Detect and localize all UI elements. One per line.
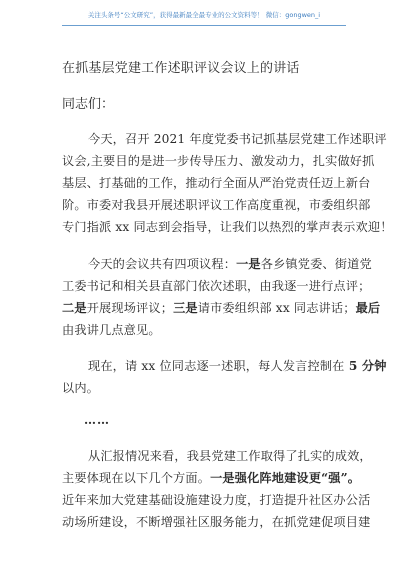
results-text: 主要体现在以下几个方面。	[62, 471, 211, 485]
paragraph-line: 工委书记和相关县直部门依次述职，由我逐一进行点评；	[62, 279, 371, 293]
time-limit: 5 分钟	[344, 359, 387, 373]
salutation: 同志们：	[62, 97, 115, 112]
instruction-text: 现在，请 xx 位同志逐一述职，每人发言控制在	[88, 359, 345, 373]
document-body	[62, 60, 393, 533]
ellipsis-separator: ……	[84, 413, 110, 427]
agenda-text: 开展现场评议；	[86, 301, 174, 315]
paragraph-line: 专门指派 xx 同志到会指导，让我们以热烈的掌声表示欢迎！	[62, 220, 393, 234]
paragraph-agenda	[62, 253, 381, 341]
agenda-text: 请市委组织部 xx 同志讲话；	[197, 301, 356, 315]
paragraph-line: 以内。	[62, 381, 100, 395]
paragraph-line: 基层、打基础的工作，推动行全面从严治党责任迈上新台	[62, 176, 371, 190]
promo-banner: 关注头条号“公文研究”，获得最新最全最专业的公文资料等！ 微信：gongwen_i	[87, 11, 321, 19]
paragraph-instructions	[62, 355, 387, 399]
agenda-marker-second: 二是	[62, 301, 87, 315]
banner-divider	[62, 25, 346, 26]
document-title: 在抓基层党建工作述职评议会议上的讲话	[62, 61, 300, 76]
paragraph-line	[62, 253, 372, 275]
agenda-text: 今天的会议共有四项议程：	[88, 257, 237, 271]
agenda-marker-third: 三是	[173, 301, 198, 315]
agenda-marker-last: 最后	[355, 301, 381, 315]
paragraph-opening	[62, 128, 393, 238]
paragraph-line	[62, 467, 361, 489]
paragraph-line: 阶。市委对我县开展述职评议工作高度重视，市委组织部	[62, 198, 371, 212]
agenda-marker-first: 一是	[236, 257, 261, 271]
paragraph-results	[62, 445, 372, 533]
paragraph-line: 今天，召开 2021 年度党委书记抓基层党建工作述职评	[88, 132, 387, 146]
point-one-heading: 一是强化阵地建设更“强”。	[210, 471, 361, 485]
paragraph-line	[62, 297, 381, 319]
agenda-text: 各乡镇党委、街道党	[260, 257, 372, 271]
paragraph-line: 由我讲几点意见。	[62, 323, 161, 337]
paragraph-line: 动场所建设，不断增强社区服务能力，在抓党建促项目建	[62, 515, 371, 529]
paragraph-line: 从汇报情况来看，我县党建工作取得了扎实的成效，	[88, 449, 372, 463]
paragraph-line: 近年来加大党建基础设施建设力度，打造提升社区办公活	[62, 493, 371, 507]
paragraph-line	[62, 355, 387, 377]
paragraph-line: 议会,主要目的是进一步传导压力、激发动力，扎实做好抓	[62, 154, 375, 168]
